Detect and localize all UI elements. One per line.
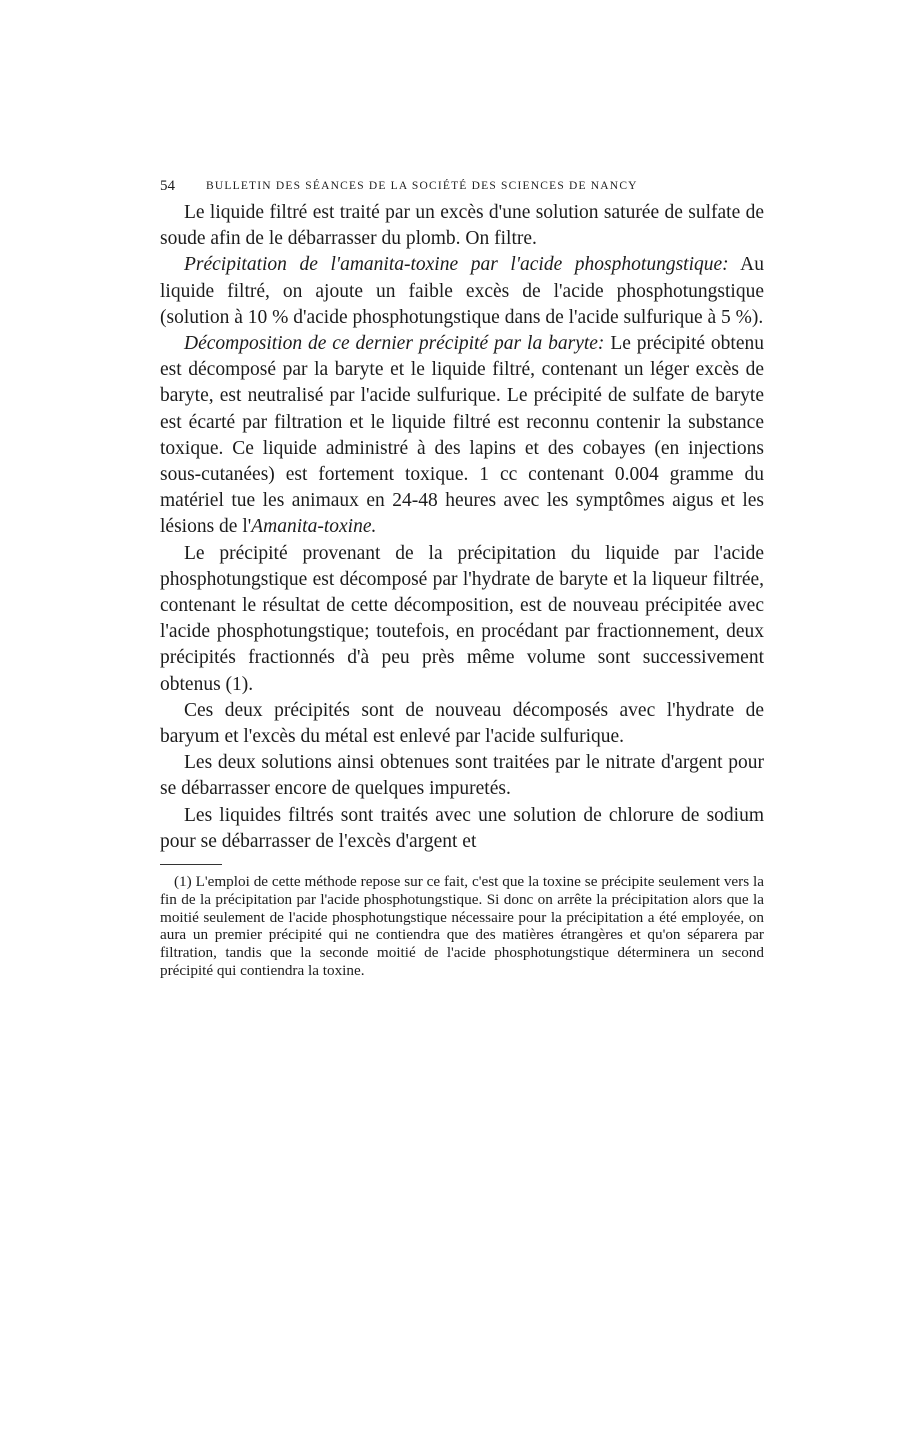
paragraph-2-text: Au liquide filtré, on ajoute un faible excès de l'acide phosphotungstique (solution à 10 % d'acide phosphotungstique dans de l'acide sulfurique à 5 %). [160, 254, 764, 328]
paragraph-6: Les deux solutions ainsi obtenues sont traitées par le nitrate d'argent pour se débarrasser encore de quelques impuretés. [160, 752, 764, 800]
page-number: 54 [160, 178, 175, 194]
body-text [160, 200, 764, 855]
paragraph-3-text: Le précipité obtenu est décomposé par la baryte et le liquide filtré, contenant un léger excès de baryte, est neutralisé par l'acide sulfurique. Le précipité de sulfate de baryte est écarté par filtration et le liquide filtré est reconnu contenir la substance toxique. Ce liquide administré à des lapins et des cobayes (en injections sous-cutanées) est fortement toxique. 1 cc contenant 0.004 gramme du matériel tue les animaux en 24-48 heures avec les symptômes aigus et les lésions de l' [160, 333, 764, 538]
paragraph-7: Les liquides filtrés sont traités avec une solution de chlorure de sodium pour se débarrasser de l'excès d'argent et [160, 804, 764, 852]
footnote: (1) L'emploi de cette méthode repose sur ce fait, c'est que la toxine se précipite seulement vers la fin de la précipitation par l'acide phosphotungstique. Si donc on arrête la précipitation alors que la moitié seulement de l'acide phosphotungstique nécessaire pour la précipitation a été employée, on aura un premier précipité qui ne contiendra que des matières étrangères et qu'on séparera par filtration, tandis que la seconde moitié de l'acide phosphotungstique déterminera un second précipité qui contiendra la toxine. [160, 873, 764, 980]
paragraph-5: Ces deux précipités sont de nouveau décomposés avec l'hydrate de baryum et l'excès du métal est enlevé par l'acide sulfurique. [160, 699, 764, 748]
paragraph-3-italic-end: Amanita-toxine. [251, 516, 377, 538]
paragraph-1: Le liquide filtré est traité par un excès d'une solution saturée de sulfate de soude afin de le débarrasser du plomb. On filtre. [160, 202, 764, 250]
footnote-divider [160, 864, 222, 865]
paragraph-3-heading: Décomposition de ce dernier précipité par la baryte: [184, 333, 605, 355]
running-title: BULLETIN DES SÉANCES DE LA SOCIÉTÉ DES SCIENCES DE NANCY [206, 180, 638, 192]
document-page [160, 172, 764, 980]
paragraph-3 [160, 331, 764, 541]
paragraph-4: Le précipité provenant de la précipitation du liquide par l'acide phosphotungstique est décomposé par l'hydrate de baryte et la liqueur filtrée, contenant le résultat de cette décomposition, est de nouveau précipitée avec l'acide phosphotungstique; toutefois, en procédant par fractionnement, deux précipités fractionnés d'à peu près même volume sont successivement obtenus (1). [160, 542, 764, 695]
paragraph-2-heading: Précipitation de l'amanita-toxine par l'acide phosphotungstique: [184, 254, 729, 276]
paragraph-2 [160, 252, 764, 331]
page-header [160, 172, 764, 200]
